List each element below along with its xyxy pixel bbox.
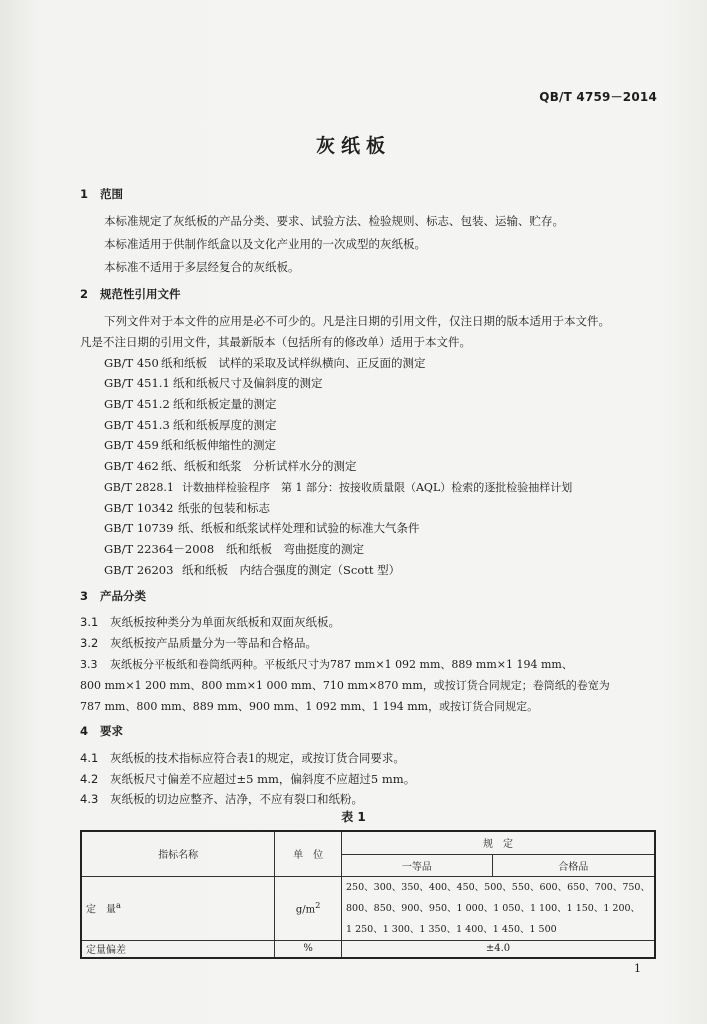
- table-row: [81, 876, 655, 940]
- header-qualified: 合格品: [492, 854, 655, 876]
- row-value: 250、300、350、400、450、500、550、600、650、700、750、 800、850、900、950、1 000、1 050、1 100、1 150、1 200、 1 250、1 300、1 350、1 400、1 450、1 500: [342, 876, 655, 940]
- paragraph: 800 mm×1 200 mm、800 mm×1 000 mm、710 mm×870 mm，或按订货合同规定；卷筒纸的卷宽为: [80, 679, 610, 692]
- reference-item: GB/T 462 纸、纸板和纸浆 分析试样水分的测定: [104, 459, 357, 473]
- reference-item: GB/T 451.3 纸和纸板厚度的测定: [104, 418, 277, 432]
- row-value: ±4.0: [342, 940, 655, 958]
- table-row: [81, 940, 655, 958]
- reference-item: GB/T 459 纸和纸板伸缩性的测定: [104, 438, 276, 452]
- paragraph: 本标准规定了灰纸板的产品分类、要求、试验方法、检验规则、标志、包装、运输、贮存。: [104, 214, 564, 228]
- table-header-row: [81, 831, 655, 854]
- paragraph: 本标准不适用于多层经复合的灰纸板。: [104, 260, 300, 274]
- paragraph: 787 mm、800 mm、889 mm、900 mm、1 092 mm、1 194 mm，或按订货合同规定。: [80, 700, 539, 713]
- row-unit: %: [275, 940, 342, 958]
- reference-item: GB/T 451.2 纸和纸板定量的测定: [104, 397, 277, 411]
- reference-item: GB/T 10739 纸、纸板和纸浆试样处理和试验的标准大气条件: [104, 521, 420, 535]
- standard-number: QB/T 4759－2014: [539, 90, 657, 104]
- section-heading-normative-references: 2 规范性引用文件: [80, 287, 181, 301]
- row-name: 定 量$^a$: [81, 876, 275, 940]
- reference-item: GB/T 2828.1 计数抽样检验程序 第 1 部分：按接收质量限（AQL）检索的逐批检验抽样计划: [104, 481, 573, 494]
- row-name: 定量偏差: [81, 940, 275, 958]
- paragraph: 凡是不注日期的引用文件，其最新版本（包括所有的修改单）适用于本文件。: [80, 335, 471, 349]
- section-heading-scope: 1 范围: [80, 187, 123, 201]
- row-unit: $g/m^2$: [275, 876, 342, 940]
- table-caption: 表 1: [341, 810, 366, 824]
- reference-item: GB/T 450 纸和纸板 试样的采取及试样纵横向、正反面的测定: [104, 356, 426, 370]
- section-heading-product-classification: 3 产品分类: [80, 589, 146, 603]
- clause: 4.1 灰纸板的技术指标应符合表1的规定，或按订货合同要求。: [80, 751, 405, 765]
- header-first-grade: 一等品: [342, 854, 493, 876]
- section-heading-requirements: 4 要求: [80, 724, 123, 738]
- spec-table: [80, 830, 656, 959]
- footnote-mark: a: [116, 900, 121, 911]
- clause: 3.2 灰纸板按产品质量分为一等品和合格品。: [80, 636, 317, 650]
- header-indicator: 指标名称: [81, 831, 275, 876]
- clause: 3.3 灰纸板分平板纸和卷筒纸两种。平板纸尺寸为787 mm×1 092 mm、889 mm×1 194 mm、: [80, 658, 573, 671]
- clause: 4.2 灰纸板尺寸偏差不应超过±5 mm，偏斜度不应超过5 mm。: [80, 772, 416, 786]
- clause: 3.1 灰纸板按种类分为单面灰纸板和双面灰纸板。: [80, 615, 340, 629]
- page-number: 1: [634, 962, 641, 975]
- header-unit: 单 位: [275, 831, 342, 876]
- paragraph: 本标准适用于供制作纸盒以及文化产业用的一次成型的灰纸板。: [104, 237, 426, 251]
- reference-item: GB/T 26203 纸和纸板 内结合强度的测定（Scott 型）: [104, 563, 401, 577]
- document-title: 灰纸板: [315, 135, 391, 157]
- reference-item: GB/T 10342 纸张的包装和标志: [104, 501, 270, 515]
- paragraph: 下列文件对于本文件的应用是必不可少的。凡是注日期的引用文件，仅注日期的版本适用于本文件。: [104, 314, 610, 328]
- reference-item: GB/T 451.1 纸和纸板尺寸及偏斜度的测定: [104, 376, 323, 390]
- clause: 4.3 灰纸板的切边应整齐、洁净，不应有裂口和纸粉。: [80, 792, 363, 806]
- header-spec: 规 定: [342, 831, 655, 854]
- reference-item: GB/T 22364－2008 纸和纸板 弯曲挺度的测定: [104, 542, 364, 556]
